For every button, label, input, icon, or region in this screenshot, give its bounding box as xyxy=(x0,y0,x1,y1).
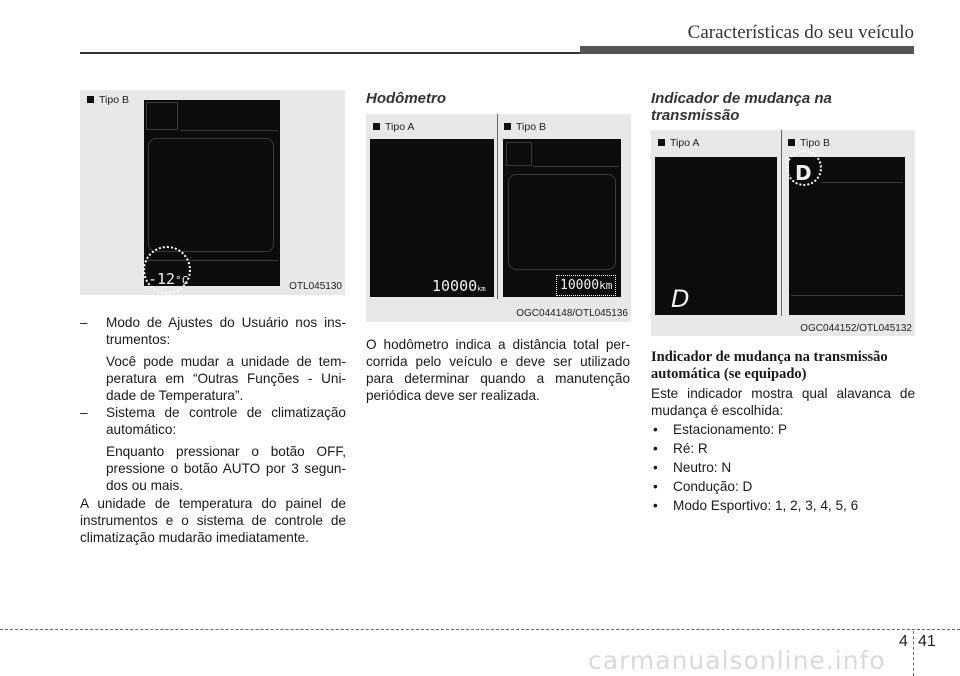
paragraph: A unidade de temperatura do painel de instrumentos e o sistema de controle de climatização mudarão imediatamente. xyxy=(80,496,346,545)
list-item-body: Você pode mudar a unidade de tem-peratura em “Outras Funções - Uni-dade de Temperatura”. xyxy=(106,354,346,403)
cluster-center-box xyxy=(148,138,274,252)
list-item: • Ré: R xyxy=(653,441,708,456)
list-item: • Estacionamento: P xyxy=(653,422,788,437)
highlight-circle-icon xyxy=(143,246,191,294)
cluster-line xyxy=(821,182,903,183)
list-item: • Condução: D xyxy=(653,479,753,494)
shift-screen-a xyxy=(655,157,777,315)
chapter-number: 4 xyxy=(899,633,908,650)
gear-readout-a: D xyxy=(671,285,690,313)
figure-code: OGC044152/OTL045132 xyxy=(800,323,912,334)
list-item: • Modo Esportivo: 1, 2, 3, 4, 5, 6 xyxy=(653,498,859,513)
watermark: carmanualsonline.info xyxy=(588,646,886,675)
figure-label-type-b: Tipo B xyxy=(788,137,830,149)
square-bullet-icon xyxy=(373,123,380,130)
square-bullet-icon xyxy=(658,139,665,146)
middle-paragraph: O hodômetro indica a distância total per-corrida pelo veículo e deve ser utilizado para determinar quando a manutenção periódica deve ser realizada. xyxy=(366,337,630,403)
list-item: – Sistema de controle de climatização automático: xyxy=(80,405,346,437)
left-text xyxy=(80,314,346,546)
right-text xyxy=(651,385,915,514)
intro-paragraph: Este indicador mostra qual alavanca de mudança é escolhida: xyxy=(651,386,915,418)
figure-label-type-b: Tipo B xyxy=(504,121,546,133)
figure-label-type-b: Tipo B xyxy=(87,94,129,106)
running-header: Características do seu veículo xyxy=(687,22,914,43)
list-item-body: Enquanto pressionar o botão OFF, pressione o botão AUTO por 3 segun-dos ou mais. xyxy=(106,444,346,493)
odometer-readout-a: 10000km xyxy=(432,277,486,295)
figure-divider xyxy=(497,114,498,299)
gear-readout-b: D xyxy=(795,161,812,185)
square-bullet-icon xyxy=(504,123,511,130)
odometer-figure xyxy=(366,114,631,322)
square-bullet-icon xyxy=(788,139,795,146)
cluster-center-box xyxy=(508,174,616,270)
section-title-odometer: Hodômetro xyxy=(366,90,446,107)
shift-indicator-figure xyxy=(651,130,915,336)
cluster-top-square xyxy=(506,142,532,166)
footer-rule xyxy=(0,629,960,630)
odometer-screen-a xyxy=(370,139,494,297)
figure-label-type-a: Tipo A xyxy=(658,137,699,149)
footer-divider xyxy=(913,631,914,676)
figure-label-type-a: Tipo A xyxy=(373,121,414,133)
figure-code: OTL045130 xyxy=(289,281,342,292)
temperature-figure xyxy=(80,90,345,295)
figure-code: OGC044148/OTL045136 xyxy=(516,308,628,319)
page-number: 41 xyxy=(918,633,936,650)
figure-divider xyxy=(781,130,782,316)
cluster-line xyxy=(180,130,278,131)
subsection-title: Indicador de mudança na transmissão automática (se equipado) xyxy=(651,349,888,382)
cluster-top-square xyxy=(146,102,178,130)
cluster-line xyxy=(533,166,619,167)
section-title-shift-indicator: Indicador de mudança na transmissão xyxy=(651,90,832,124)
square-bullet-icon xyxy=(87,96,94,103)
list-item: – Modo de Ajustes do Usuário nos ins-trumentos: xyxy=(80,315,346,347)
list-item: • Neutro: N xyxy=(653,460,732,475)
header-accent-bar xyxy=(580,46,914,54)
temperature-readout: -12°C xyxy=(148,270,189,288)
odometer-readout-b: 10000km xyxy=(560,278,613,293)
odometer-screen-b xyxy=(503,139,621,297)
highlight-circle-icon xyxy=(786,150,822,186)
cluster-line xyxy=(791,295,903,296)
